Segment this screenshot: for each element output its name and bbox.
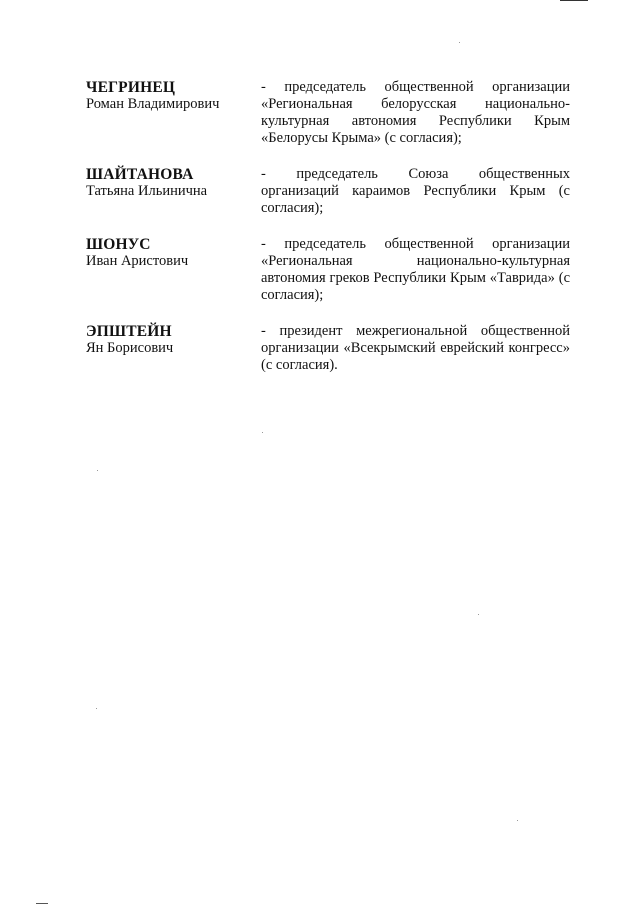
scan-speck <box>262 432 263 433</box>
member-surname: ШОНУС <box>86 236 151 253</box>
scan-speck <box>96 708 97 709</box>
member-surname: ШАЙТАНОВА <box>86 166 194 183</box>
member-name-block <box>86 236 261 304</box>
member-surname: ЭПШТЕЙН <box>86 323 172 340</box>
member-role: - президент межрегиональной общественной организации «Всекрымский еврейский конгресс» (с согласия). <box>261 323 570 373</box>
member-name-block <box>86 166 261 217</box>
member-role: - председатель Союза общественных организаций караимов Республики Крым (с согласия); <box>261 166 570 216</box>
member-entry <box>86 236 570 304</box>
member-role: - председатель общественной организации «Региональная белорусская национально-культурная автономия Республики Крым «Белорусы Крыма» (с согласия); <box>261 79 570 146</box>
scan-speck <box>478 614 479 615</box>
member-given-name: Татьяна Ильинична <box>86 183 208 199</box>
scan-artifact-bottom <box>36 903 48 904</box>
member-surname: ЧЕГРИНЕЦ <box>86 79 176 96</box>
member-name-block <box>86 79 261 147</box>
member-entry <box>86 323 570 374</box>
member-role: - председатель общественной организации «Региональная национально-культурная автономия греков Республики Крым «Таврида» (с согласия); <box>261 236 570 303</box>
scan-artifact-top <box>560 0 588 1</box>
scan-speck <box>97 470 98 471</box>
member-list <box>86 79 570 393</box>
scan-speck <box>517 820 518 821</box>
member-entry <box>86 79 570 147</box>
member-name-block <box>86 323 261 374</box>
member-given-name: Ян Борисович <box>86 340 174 356</box>
scan-speck <box>459 42 460 43</box>
member-given-name: Роман Владимирович <box>86 96 220 112</box>
member-entry <box>86 166 570 217</box>
member-given-name: Иван Аристович <box>86 253 189 269</box>
